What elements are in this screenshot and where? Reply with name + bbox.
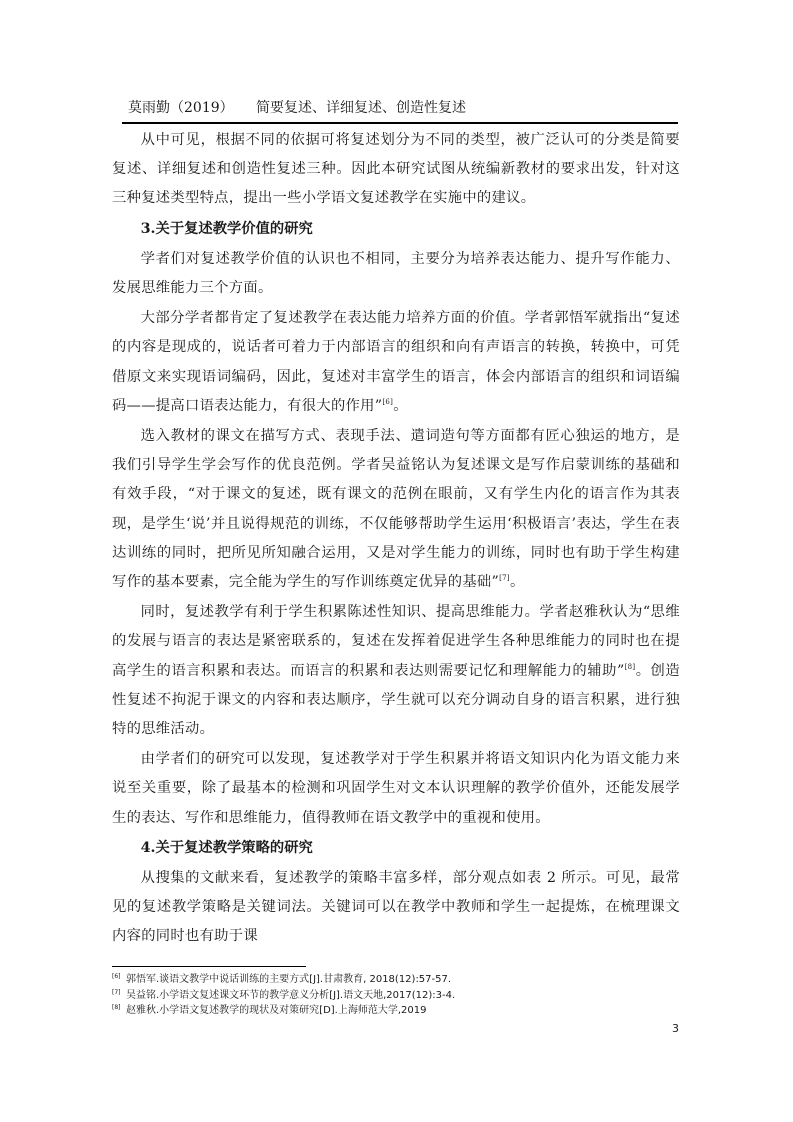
footnote-marker: [7]: [112, 988, 121, 996]
footnote: [112, 1003, 692, 1019]
citation-marker: [6]: [382, 398, 394, 407]
paragraph-text: 。: [509, 574, 525, 591]
paragraph-text: 。: [393, 397, 408, 414]
paragraph: 从中可见，根据不同的依据可将复述划分为不同的类型，被广泛认可的分类是简要复述、详细复述和创造性复述三种。因此本研究试图从统编新教材的要求出发，针对这三种复述类型特点，提出一些小学语文复述教学在实施中的建议。: [112, 132, 680, 207]
table-cell-types: 简要复述、详细复述、创造性复述: [256, 100, 466, 116]
paragraph: 从搜集的文献来看，复述教学的策略丰富多样，部分观点如表 2 所示。可见，最常见的复述教学策略是关键词法。关键词可以在教学中教师和学生一起提炼，在梳理课文内容的同时也有助于课: [112, 870, 680, 945]
footnote-text: 赵雅秋.小学语文复述教学的现状及对策研究[D].上海师范大学,2019: [126, 1005, 427, 1016]
footnotes: [112, 972, 692, 1019]
footnote-marker: [8]: [112, 1004, 121, 1011]
footnote-marker: [6]: [112, 973, 121, 980]
paragraph: 由学者们的研究可以发现，复述教学对于学生积累并将语文知识内化为语文能力来说至关重要，除了最基本的检测和巩固学生对文本认识理解的教学价值外，还能发展学生的表达、写作和思维能力，值得教师在语文教学中的重视和使用。: [112, 751, 680, 826]
body-text: [112, 126, 680, 952]
paragraph-text: 。创造性复述不拘泥于课文的内容和表达顺序，学生就可以充分调动自身的语言积累，进行独特的思维活动。: [112, 662, 680, 738]
citation-marker: [7]: [499, 574, 510, 583]
table-row: [122, 94, 678, 124]
footnote-text: 郭悟军.谈语文教学中说话训练的主要方式[J].甘肃教育, 2018(12):57-57.: [126, 974, 452, 985]
paragraph: [112, 304, 680, 421]
footnote-separator: [112, 966, 306, 967]
paragraph: [112, 598, 680, 744]
paragraph: [112, 422, 680, 597]
paragraph-text: 选入教材的课文在描写方式、表现手法、遣词造句等方面都有匠心独运的地方，是我们引导学生学会写作的优良范例。学者吴益铭认为复述课文是写作启蒙训练的基础和有效手段，“对于课文的复述，既有课文的范例在眼前，又有学生内化的语言作为其表现，是学生‘说’并且说得规范的训练，不仅能够帮助学生运用‘积极语言’表达，学生在表达训练的同时，把所见所知融合运用，又是对学生能力的训练，同时也有助于学生构建写作的基本要素，完全能为学生的写作训练奠定优异的基础”: [112, 428, 680, 591]
page-number: 3: [672, 1022, 679, 1035]
paragraph: 学者们对复述教学价值的认识也不相同，主要分为培养表达能力、提升写作能力、发展思维能力三个方面。: [112, 250, 680, 297]
paragraph-text: 同时，复述教学有利于学生积累陈述性知识、提高思维能力。学者赵雅秋认为“思维的发展与语言的表达是紧密联系的，复述在发挥着促进学生各种思维能力的同时也在提高学生的语言积累和表达。而语言的积累和表达则需要记忆和理解能力的辅助”: [112, 604, 680, 679]
footnote: [112, 988, 692, 1004]
footnote-text: 吴益铭.小学语文复述课文环节的教学意义分析[J].语文天地,2017(12):3-4.: [126, 989, 456, 1001]
section-heading: 3.关于复述教学价值的研究: [140, 220, 313, 237]
table-cell-author: 莫雨勤（2019）: [128, 100, 234, 116]
table-continuation: [122, 94, 678, 124]
citation-marker: [8]: [624, 662, 636, 671]
section-heading: 4.关于复述教学策略的研究: [140, 839, 313, 856]
footnote: [112, 972, 692, 988]
paragraph-text: 大部分学者都肯定了复述教学在表达能力培养方面的价值。学者郭悟军就指出“复述的内容是现成的，说话者可着力于内部语言的组织和向有声语言的转换，转换中，可凭借原文来实现语词编码，因此，复述对丰富学生的语言，体会内部语言的组织和词语编码——提高口语表达能力，有很大的作用”: [112, 310, 680, 414]
